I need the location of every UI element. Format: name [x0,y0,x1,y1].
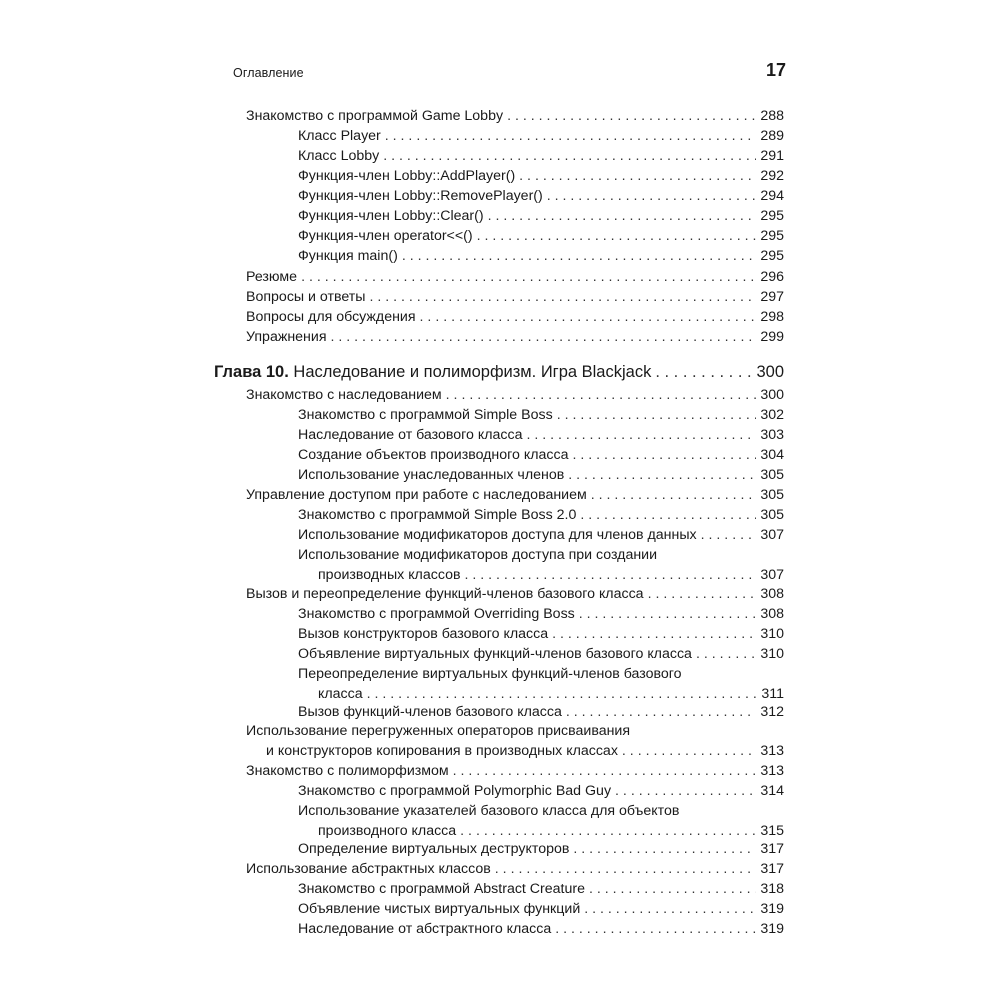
toc-entry-page: 311 [761,686,784,702]
toc-entry[interactable] [298,465,784,485]
toc-leader-dots [446,385,756,405]
toc-entry-page: 313 [760,743,784,759]
toc-entry-page: 292 [760,168,784,184]
toc-entry[interactable] [298,545,784,585]
toc-entry-page: 315 [760,823,784,839]
toc-leader-dots [557,405,756,425]
toc-entry-page: 318 [760,881,784,897]
toc-leader-dots [460,821,756,841]
toc-entry-page: 294 [760,188,784,204]
toc-entry-page: 300 [760,387,784,403]
toc-leader-dots [566,702,756,722]
toc-entry-title: Вопросы для обсуждения [246,309,416,325]
toc-leader-dots [367,684,756,704]
toc-entry-page: 302 [760,407,784,423]
toc-entry-page: 319 [760,901,784,917]
toc-leader-dots [495,859,756,879]
toc-entry[interactable] [246,267,784,287]
toc-entry[interactable] [246,721,784,761]
toc-entry-page: 310 [760,646,784,662]
toc-entry-title: Вызов конструкторов базового класса [298,626,549,642]
toc-entry[interactable] [246,584,784,604]
toc-entry-title: Вызов функций-членов базового класса [298,704,562,720]
toc-leader-dots [555,919,756,939]
toc-entry-title: Упражнения [246,329,327,345]
toc-entry-page: 319 [760,921,784,937]
toc-leader-dots [655,361,752,383]
toc-entry[interactable] [298,246,784,266]
toc-entry-title: Знакомство с программой Abstract Creature [298,881,586,897]
toc-leader-dots [701,525,756,545]
toc-leader-dots [465,565,756,585]
toc-leader-dots [584,899,756,919]
toc-leader-dots [331,327,757,347]
toc-entry-title: Класс Player [298,128,381,144]
toc-leader-dots [572,445,756,465]
toc-entry-title: Знакомство с программой Simple Boss 2.0 [298,507,577,523]
toc-entry[interactable] [246,287,784,307]
toc-entry[interactable] [298,644,784,664]
toc-entry[interactable] [246,761,784,781]
chapter-label: Глава 10. [214,363,289,381]
toc-entry-title: Управление доступом при работе с наследованием [246,487,587,503]
toc-entry[interactable] [246,327,784,347]
toc-entry-page: 305 [760,487,784,503]
toc-entry-title: Наследование и полиморфизм. Игра Blackjack [293,363,652,381]
running-header-title: Оглавление [233,66,304,80]
toc-leader-dots [519,166,756,186]
toc-entry-page: 295 [760,228,784,244]
toc-leader-dots [488,206,756,226]
toc-entry[interactable] [298,879,784,899]
toc-entry-title: Знакомство с программой Polymorphic Bad Guy [298,783,612,799]
toc-leader-dots [580,505,756,525]
toc-entry-page: 308 [760,586,784,602]
toc-entry[interactable] [298,801,784,841]
toc-entry[interactable] [246,106,784,126]
toc-entry-title: Функция main() [298,248,398,264]
toc-entry-page: 295 [760,248,784,264]
toc-leader-dots [301,267,756,287]
toc-leader-dots [385,126,756,146]
toc-entry-title: Использование перегруженных операторов присваивания [246,723,631,739]
toc-entry-title: Функция-член Lobby::RemovePlayer() [298,188,543,204]
toc-entry[interactable] [298,206,784,226]
toc-entry-title: Знакомство с программой Game Lobby [246,108,504,124]
toc-chapter-entry[interactable] [214,361,784,383]
toc-entry-title: Использование унаследованных членов [298,467,565,483]
toc-entry-page: 295 [760,208,784,224]
toc-entry-title-continued: класса [318,686,363,702]
toc-entry[interactable] [298,445,784,465]
page-number: 17 [765,60,786,80]
toc-entry-page: 314 [760,783,784,799]
toc-entry-title: Знакомство с программой Overriding Boss [298,606,575,622]
toc-entry[interactable] [298,405,784,425]
toc-entry-page: 296 [760,269,784,285]
toc-entry[interactable] [298,781,784,801]
toc-leader-dots [696,644,756,664]
toc-leader-dots [453,761,756,781]
toc-entry-title: Определение виртуальных деструкторов [298,841,570,857]
toc-leader-dots [573,839,756,859]
toc-entry[interactable] [298,624,784,644]
toc-entry-page: 300 [756,363,784,381]
toc-entry[interactable] [298,166,784,186]
toc-entry-page: 308 [760,606,784,622]
toc-entry-title: Функция-член Lobby::AddPlayer() [298,168,516,184]
toc-entry[interactable] [298,186,784,206]
toc-entry-page: 289 [760,128,784,144]
toc-entry-title-continued: и конструкторов копирования в производных классах [266,743,618,759]
toc-entry-page: 291 [760,148,784,164]
toc-entry[interactable] [298,899,784,919]
toc-entry[interactable] [298,839,784,859]
toc-entry[interactable] [246,485,784,505]
toc-entry-title: Использование указателей базового класса для объектов [298,803,680,819]
toc-entry-page: 317 [760,841,784,857]
toc-leader-dots [526,425,756,445]
toc-entry[interactable] [298,425,784,445]
toc-entry-page: 304 [760,447,784,463]
toc-entry-page: 313 [760,763,784,779]
toc-leader-dots [420,307,756,327]
toc-entry[interactable] [298,604,784,624]
toc-entry-page: 298 [760,309,784,325]
toc-leader-dots [383,146,756,166]
toc-leader-dots [370,287,757,307]
toc-entry-title: Создание объектов производного класса [298,447,569,463]
toc-leader-dots [477,226,756,246]
toc-entry[interactable] [246,307,784,327]
toc-entry[interactable] [298,664,784,704]
toc-entry-title: Функция-член operator<<() [298,228,473,244]
toc-leader-dots [579,604,756,624]
toc-entry-title: Объявление чистых виртуальных функций [298,901,581,917]
toc-entry[interactable] [298,146,784,166]
toc-leader-dots [507,106,756,126]
toc-entry-title: Наследование от базового класса [298,427,523,443]
toc-entry[interactable] [298,126,784,146]
toc-entry[interactable] [298,919,784,939]
toc-leader-dots [591,485,756,505]
toc-entry-page: 310 [760,626,784,642]
toc-entry[interactable] [298,226,784,246]
toc-leader-dots [552,624,756,644]
toc-entry[interactable] [298,525,784,545]
toc-entry-page: 303 [760,427,784,443]
toc-entry-title: Использование абстрактных классов [246,861,491,877]
toc-entry-title: Переопределение виртуальных функций-членов базового [298,666,682,682]
toc-leader-dots [547,186,756,206]
toc-leader-dots [568,465,756,485]
toc-entry-title: Использование модификаторов доступа для членов данных [298,527,697,543]
toc-entry[interactable] [298,702,784,722]
toc-entry-title: Резюме [246,269,298,285]
toc-entry[interactable] [298,505,784,525]
toc-entry-page: 297 [760,289,784,305]
toc-leader-dots [615,781,756,801]
toc-entry-title: Объявление виртуальных функций-членов базового класса [298,646,692,662]
toc-entry-title: Наследование от абстрактного класса [298,921,552,937]
toc-entry-page: 312 [760,704,784,720]
toc-leader-dots [402,246,756,266]
toc-entry-title: Знакомство с наследованием [246,387,442,403]
toc-leader-dots [648,584,756,604]
toc-entry-title: Вопросы и ответы [246,289,366,305]
toc-entry-page: 305 [760,507,784,523]
toc-entry-page: 305 [760,467,784,483]
toc-entry-page: 307 [760,567,784,583]
toc-entry-page: 299 [760,329,784,345]
toc-leader-dots [589,879,756,899]
toc-entry-title: Знакомство с программой Simple Boss [298,407,553,423]
toc-leader-dots [622,741,756,761]
toc-entry-page: 307 [760,527,784,543]
toc-entry[interactable] [246,385,784,405]
toc-entry-title-continued: производных классов [318,567,461,583]
toc-entry-title: Использование модификаторов доступа при создании [298,547,658,563]
toc-entry[interactable] [246,859,784,879]
toc-entry-title: Вызов и переопределение функций-членов базового класса [246,586,644,602]
toc-entry-title: Функция-член Lobby::Clear() [298,208,484,224]
toc-entry-title: Знакомство с полиморфизмом [246,763,449,779]
toc-entry-page: 288 [760,108,784,124]
toc-entry-title-continued: производного класса [318,823,457,839]
toc-entry-page: 317 [760,861,784,877]
toc-entry-title: Класс Lobby [298,148,380,164]
